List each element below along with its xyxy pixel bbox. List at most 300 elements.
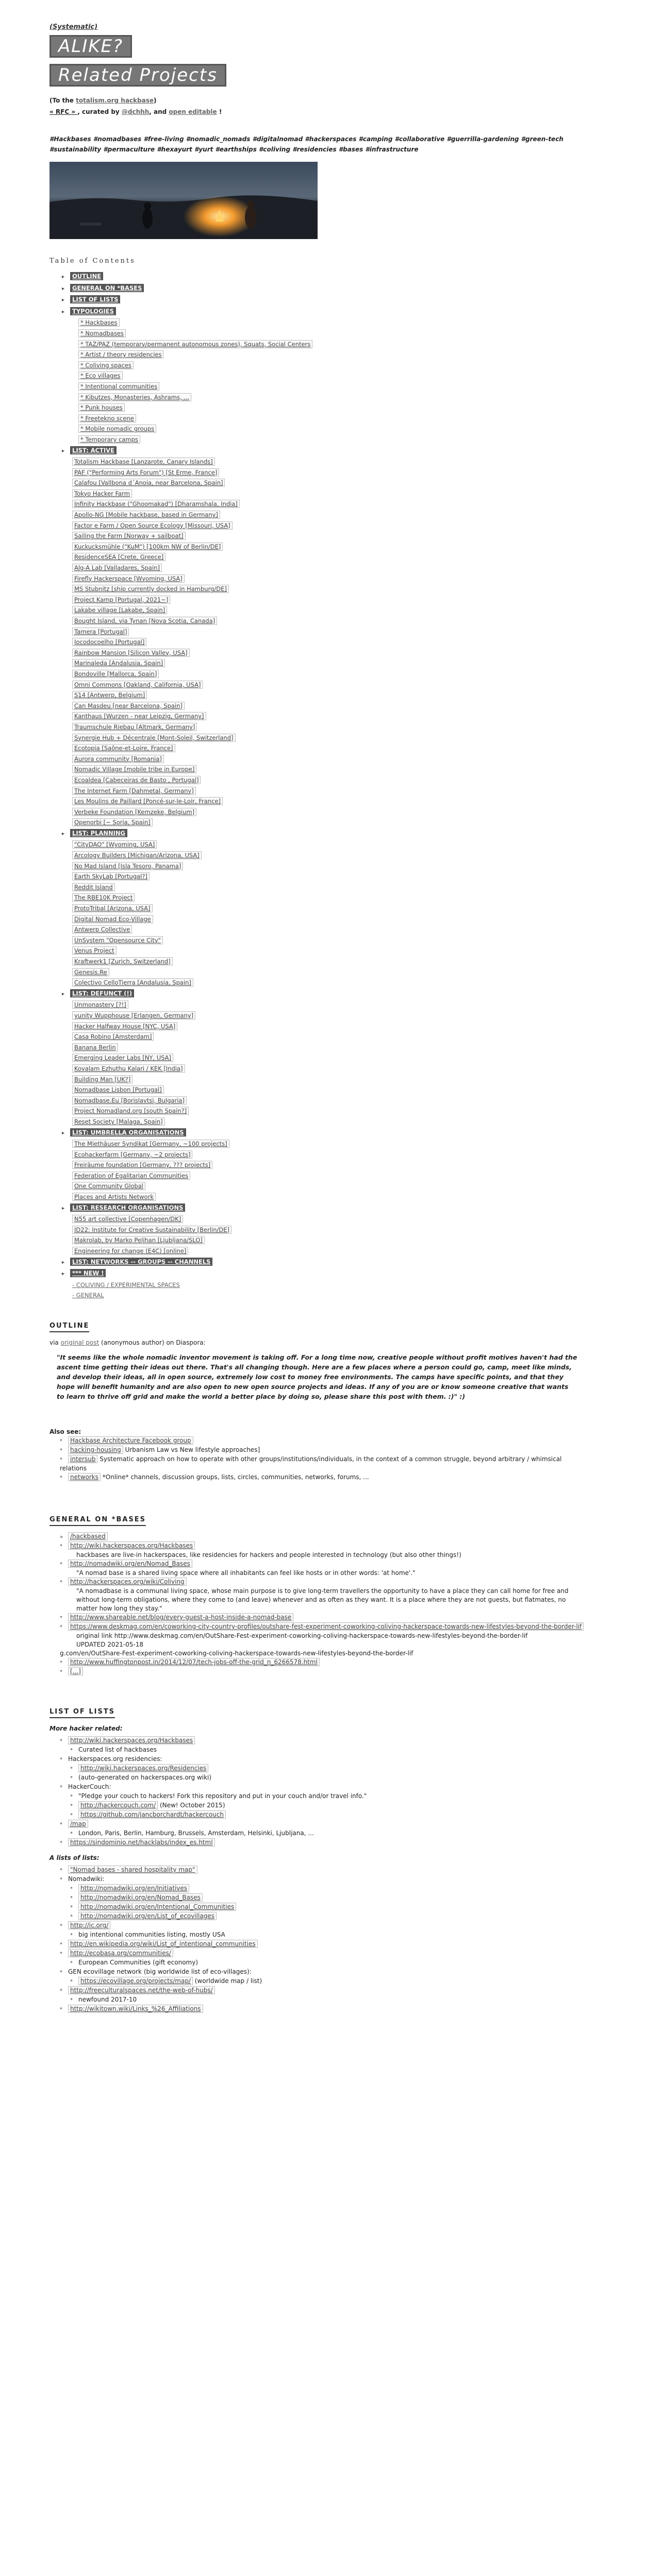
list-link[interactable]: /map (68, 1820, 88, 1828)
bullet: * (70, 1748, 73, 1753)
bullet: * (60, 1785, 62, 1790)
list-link[interactable]: http://wikitown.wiki/Links_%26_Affiliations (68, 2005, 203, 2013)
toc-link[interactable]: The Internet Farm [Dahmetal, Germany] (72, 787, 196, 795)
toc-link[interactable]: Banana Berlin (72, 1043, 118, 1052)
list-text: London, Paris, Berlin, Hamburg, Brussels, Amsterdam, Helsinki, Ljubljana, ... (78, 1829, 314, 1837)
toc-link[interactable]: Traumschule Riebau [Altmark, Germany] (72, 723, 197, 731)
bullet: * (70, 1933, 73, 1938)
list-link[interactable]: "Nomad bases - shared hospitality map" (68, 1866, 197, 1874)
toc-link[interactable]: Openorbi [~ Soria, Spain] (72, 818, 153, 826)
toc-row (49, 1171, 586, 1181)
toc-link[interactable]: Project Kamp [Portugal, 2021~] (72, 596, 170, 604)
toc-row (49, 669, 586, 680)
toc-link[interactable]: Casa Robino [Amsterdam] (72, 1032, 154, 1041)
toc-row (49, 595, 586, 605)
bullet: * (70, 1794, 73, 1800)
list-item (49, 1921, 586, 1930)
toc-link[interactable]: Kanthaus [Wurzen - near Leipzig, Germany] (72, 712, 206, 720)
toc-link[interactable]: Kuckucksmühle ("KuM") [100km NW of Berlin/DE] (72, 543, 223, 551)
toc-link[interactable]: PAF ("Performing Arts Forum") [St Erme, France] (72, 468, 219, 477)
toc-link[interactable]: Can Masdeu [near Barcelona, Spain] (72, 702, 185, 710)
also-link[interactable]: Hackbase Architecture Facebook group (68, 1436, 193, 1445)
toc-row (49, 573, 586, 584)
toc-row (49, 988, 586, 1000)
toc-link[interactable]: Reset Society [Malaga, Spain] (72, 1117, 165, 1126)
list-item (49, 1658, 586, 1667)
toc-link[interactable]: Bought Island, via Tynan [Nova Scotia, Canada] (72, 617, 217, 625)
toc-link[interactable]: Totalism Hackbase [Lanzarote, Canary Islands] (72, 457, 215, 466)
open-editable-link[interactable]: open editable (169, 108, 217, 115)
toc-row (49, 541, 586, 552)
toc-row (49, 892, 586, 903)
toc-link[interactable]: OUTLINE (70, 272, 103, 280)
toc-link[interactable]: * Hackbases (78, 318, 120, 327)
list-item (49, 1764, 586, 1773)
bullet: * (60, 1475, 62, 1481)
toc-link[interactable]: Unmonastery [?!] (72, 1001, 128, 1009)
toc-bullet: ▸ (62, 1259, 65, 1265)
meta-suffix: ) (153, 97, 157, 104)
toc-row (49, 584, 586, 595)
list-item (49, 1632, 586, 1640)
toc-row (49, 1116, 586, 1127)
toc-link[interactable]: Apollo-NG [Mobile hackbase, based in Germany] (72, 511, 220, 519)
toc-row (49, 1106, 586, 1116)
toc-link[interactable]: Federation of Egalitarian Communities (72, 1172, 190, 1180)
toc-row (49, 711, 586, 722)
toc-link[interactable]: Venus Project (72, 946, 117, 955)
list-text: "Pledge your couch to hackers! Fork this repository and put in your couch and/or travel info." (78, 1792, 367, 1800)
list-text: big intentional communities listing, mostly USA (78, 1931, 225, 1938)
list-text: European Communities (gift economy) (78, 1959, 198, 1966)
toc-link[interactable]: * Eco villages (78, 371, 123, 380)
toc-link[interactable]: UnSystem "Opensource City" (72, 936, 163, 944)
list-of-lists-title: A lists of lists: (49, 1854, 100, 1861)
toc-link[interactable]: Building Man [UK?] (72, 1075, 133, 1083)
hackbased-link[interactable]: /hackbased (68, 1532, 108, 1540)
toc-link[interactable]: * Temporary camps (78, 435, 140, 444)
list-item (49, 1783, 586, 1792)
list-item (49, 1875, 586, 1884)
toc-link[interactable]: * Intentional communities (78, 382, 159, 391)
hacker-lists (49, 1736, 586, 1848)
outline-via (49, 1338, 586, 1347)
bullet: * (60, 1738, 62, 1744)
list-item (49, 1801, 586, 1810)
list-text: "A nomad base is a shared living space where all inhabitants can feel like hosts or in other words: 'at home'." (76, 1569, 416, 1577)
bullet: * (60, 1822, 62, 1827)
bullet: * (60, 1580, 62, 1585)
general-subpage: » /hackbased (49, 1532, 586, 1541)
title-1-wrapper (49, 35, 586, 64)
also-item (49, 1446, 586, 1455)
toc-link[interactable]: Synergie Hub + Décentrale [Mont-Soleil, Switzerland] (72, 734, 236, 742)
list-item (49, 1622, 586, 1632)
list-item (49, 2005, 586, 2014)
toc-bullet: ▸ (62, 274, 65, 280)
list-item (49, 1792, 586, 1801)
bullet: * (60, 1457, 62, 1463)
list-item (49, 1995, 586, 2005)
list-link[interactable]: http://www.huffingtonpost.in/2014/12/07/tech-jobs-off-the-grid_n_6266578.html (68, 1658, 320, 1666)
toc-row (49, 381, 586, 392)
list-link[interactable]: http://nomadwiki.org/en/Nomad_Bases (78, 1893, 203, 1902)
list-text: GEN ecovillage network (big worldwide list of eco-villages): (68, 1968, 252, 1975)
list-item (49, 1884, 586, 1893)
toc-row (49, 945, 586, 956)
toc-link[interactable]: * Mobile nomadic groups (78, 425, 156, 433)
list-text: hackbases are live-in hackerspaces, like residencies for hackers and people interested in technology (but also other things!) (76, 1551, 461, 1558)
toc-link[interactable]: Rainbow Mansion [Silicon Valley, USA] (72, 649, 190, 657)
list-text: (New! October 2015) (158, 1802, 225, 1809)
toc-link[interactable]: Colectivo CelloTierra [Andalusia, Spain] (72, 978, 193, 987)
bullet: * (60, 1988, 62, 1994)
bullet: * (70, 1803, 73, 1809)
toc-row (49, 1235, 586, 1246)
toc-link[interactable]: Marinaleda [Andalusia, Spain] (72, 659, 165, 667)
also-desc: *Online* channels, discussion groups, lists, circles, communities, networks, forums, ... (100, 1473, 369, 1481)
toc-link[interactable]: Verbeke Foundation [Kemzeke, Belgium] (72, 808, 196, 816)
toc-link[interactable]: * Artist / theory residencies (78, 350, 163, 359)
toc-link[interactable]: Sailing the Farm [Norway + sailboat] (72, 532, 186, 540)
toc-link[interactable]: Firefly Hackerspace [Wyoming, USA] (72, 574, 185, 583)
bullet: * (60, 1615, 62, 1621)
toc-row (49, 317, 586, 328)
toc-row (49, 306, 586, 318)
list-link[interactable]: http://nomadwiki.org/en/List_of_ecovillages (78, 1912, 217, 1920)
list-text: Hackerspaces.org residencies: (68, 1755, 162, 1762)
toc-link[interactable]: N55 art collective [Copenhagen/DK] (72, 1215, 183, 1223)
toc-link[interactable]: Lakabe village [Lakabe, Spain] (72, 606, 167, 614)
list-item (49, 1541, 586, 1551)
list-link[interactable]: http://www.shareable.net/blog/every-guest-a-host-inside-a-nomad-base (68, 1613, 293, 1621)
bullet: * (60, 1438, 62, 1444)
toc-row (49, 1246, 586, 1257)
list-item (49, 1755, 586, 1764)
toc-row (49, 1074, 586, 1085)
list-link[interactable]: http://ic.org/ (68, 1921, 110, 1929)
meta-line-1 (49, 96, 586, 105)
more-hacker-title: More hacker related: (49, 1725, 123, 1732)
toc-link[interactable]: Nomadbase.Eu [Borislavtsi, Bulgaria] (72, 1096, 187, 1105)
bullet: * (60, 1868, 62, 1873)
list-link[interactable]: http://wiki.hackerspaces.org/Residencies (78, 1764, 208, 1772)
meta-prefix: (To the (49, 97, 76, 104)
hackbase-link[interactable]: totalism.org hackbase (76, 97, 154, 104)
toc-link[interactable]: *** NEW ! (70, 1269, 106, 1277)
toc-link[interactable]: LIST: NETWORKS -- GROUPS -- CHANNELS (70, 1258, 212, 1266)
toc-row (49, 935, 586, 946)
toc-row (49, 999, 586, 1010)
outline-quote: "It seems like the whole nomadic inventor movement is taking off. For a long time now, creative people without profit motives haven't had the ascent time getting their ideas out there. That's all changing though. Here are a few places where a person could go, camp, meet like minds, and develop their ideas, all in open source, extremely low cost to money free environments. The camps have specific points, and that they hope will benefit humanity and are also open to new open source projects and ideas. If any of you are or know someone creative that wants to learn to thrive off grid and make the world a better place by doing so, please share this post with them. :)" :) (57, 1353, 577, 1400)
toc-link[interactable]: Engineering for change (E4C) [online] (72, 1247, 188, 1255)
list-item (49, 1640, 586, 1649)
toc-row (49, 977, 586, 988)
toc-row (49, 871, 586, 882)
toc-row (49, 796, 586, 807)
toc-row (49, 648, 586, 658)
toc-link: - GENERAL (72, 1292, 104, 1299)
bullet: * (60, 2007, 62, 2012)
toc-link[interactable]: * Kibutzes, Monasteries, Ashrams, ... (78, 393, 191, 401)
list-item (49, 1773, 586, 1783)
list-item (49, 1893, 586, 1903)
list-link[interactable]: http://wiki.hackerspaces.org/Hackbases (68, 1736, 195, 1744)
toc-row (49, 294, 586, 306)
bullet: * (60, 1942, 62, 1947)
toc-link[interactable]: Nomadic Village [mobile tribe in Europe] (72, 765, 196, 773)
toc-link[interactable]: Alg-A Lab [Valladares, Spain] (72, 564, 162, 572)
list-link[interactable]: http://freeculturalspaces.net/the-web-of-hubs/ (68, 1986, 215, 1994)
outline-heading: OUTLINE (49, 1321, 89, 1332)
toc-link[interactable]: Makrolab, by Marko Peljhan [Ljubljana/SLO] (72, 1236, 205, 1244)
toc-row (49, 1010, 586, 1021)
toc-link[interactable]: Freiräume foundation [Germany, ??? projects] (72, 1161, 212, 1169)
toc-row (49, 488, 586, 499)
toc-row (49, 1095, 586, 1106)
list-link[interactable]: https://www.deskmag.com/en/coworking-city-country-profiles/outshare-fest-experiment-coworking-coliving-hackerspace-towards-new-lifestyles-beyond-the-border-lif (68, 1622, 584, 1631)
bullet: * (70, 1886, 73, 1892)
toc-link[interactable]: Places and Artists Network (72, 1193, 156, 1201)
via-suffix: (anonymous author) on Diaspora: (99, 1339, 206, 1346)
toc-row (49, 967, 586, 978)
list-item (49, 1569, 586, 1578)
toc-link[interactable]: ProtoTribal [Arizona, USA] (72, 904, 153, 912)
list-item (49, 1578, 586, 1587)
toc-row (49, 956, 586, 967)
toc-link[interactable]: Nomadbase Lisbon [Portugal] (72, 1086, 164, 1094)
page-subtitle: Related Projects (49, 64, 226, 87)
toc-link[interactable]: Genesis.Re (72, 968, 109, 976)
curated-by-text: , curated by (77, 108, 122, 115)
list-text: "A nomadbase is a communal living space, whose main purpose is to give long-term travellers the opportunity to have a place they can call home for free and without long-term obligations, where they come to (and leave) whenever and as often as they want. It is a place where they are not guests, but flatmates, no matter how long they stay." (76, 1587, 569, 1612)
toc-link[interactable]: Tokyo Hacker Farm (72, 489, 132, 498)
list-item (49, 1977, 586, 1986)
toc-row (49, 1192, 586, 1202)
toc-link[interactable]: MS Stubnitz [ship currently docked in Hamburg/DE] (72, 585, 229, 593)
toc-link[interactable]: LIST: ACTIVE (70, 446, 117, 454)
list-link[interactable]: http://ecobasa.org/communities/ (68, 1949, 173, 1957)
bullet: * (60, 1923, 62, 1929)
bullet: * (70, 1979, 73, 1985)
bullet: * (70, 1960, 73, 1966)
toc-row (49, 807, 586, 818)
list-text: (worldwide map / list) (192, 1977, 262, 1985)
toc-link[interactable]: Reddit Island (72, 883, 115, 891)
list-link[interactable]: http://wiki.hackerspaces.org/Hackbases (68, 1541, 195, 1550)
toc-row (49, 499, 586, 510)
toc-row (49, 271, 586, 283)
toc-link[interactable]: * Nomadbases (78, 329, 126, 337)
toc-link[interactable]: LIST: RESEARCH ORGANISATIONS (70, 1204, 185, 1212)
toc-row (49, 733, 586, 743)
toc-link[interactable]: ResidenceSEA [Crete, Greece] (72, 553, 166, 561)
toc-link[interactable]: LIST: PLANNING (70, 829, 127, 837)
toc-link[interactable]: LIST: UMBRELLA ORGANISATIONS (70, 1128, 186, 1137)
toc-row (49, 1021, 586, 1032)
rfc-link[interactable]: « RFC » (49, 108, 78, 115)
also-link[interactable]: intersub (68, 1455, 97, 1463)
toc-link[interactable]: Bondoville [Mallorca, Spain] (72, 670, 159, 678)
list-text: g.com/en/OutShare-Fest-experiment-coworking-coliving-hackerspace-towards-new-lifestyles-beyond-the-border-lif (60, 1650, 413, 1657)
list-item (49, 1667, 586, 1676)
toc-link[interactable]: * Coliving spaces (78, 361, 134, 369)
toc-row (49, 456, 586, 467)
toc-link[interactable]: Ecohackerfarm [Germany, ~2 projects] (72, 1150, 192, 1159)
toc-bullet: ▸ (62, 1130, 65, 1136)
hero-image (49, 162, 318, 239)
bullet: * (60, 1951, 62, 1957)
list-item (49, 1903, 586, 1912)
toc-row (49, 434, 586, 445)
toc-link[interactable]: Hacker Halfway House [NYC, USA] (72, 1022, 177, 1030)
list-item (49, 1838, 586, 1848)
meta-line-2 (49, 107, 586, 116)
toc-link[interactable]: TYPOLOGIES (70, 307, 116, 315)
list-link[interactable]: http://nomadwiki.org/en/Initiatives (78, 1884, 189, 1892)
curator-link[interactable]: @dchhh (121, 108, 150, 115)
list-link[interactable]: http://hackercouch.com/ (78, 1801, 158, 1809)
bullet: * (70, 1812, 73, 1818)
toc-link[interactable]: Kovalam Ezhuthu Kalari / KEK [India] (72, 1064, 185, 1073)
toc-link[interactable]: No Mad Island [Isla Tesoro, Panama] (72, 862, 183, 870)
list-link[interactable]: http://hackerspaces.org/wiki/Coliving (68, 1578, 187, 1586)
toc-link[interactable]: Aurora community [Romania] (72, 755, 164, 763)
list-item (49, 1587, 586, 1613)
toc-link[interactable]: LIST: DEFUNCT (!) (70, 989, 134, 997)
list-text: Nomadwiki: (68, 1875, 105, 1883)
list-link[interactable]: http://nomadwiki.org/en/Nomad_Bases (68, 1560, 192, 1568)
list-item (49, 1968, 586, 1977)
list-item (49, 1745, 586, 1755)
hashtags: #Hackbases #nomadbases #free-living #nomadic_nomads #digitalnomad #hackerspaces #camping #collaborative #guerrilla-gardening #green-tech #sustainability #permaculture #hexayurt #yurt #earthships #coliving #residencies #bases #infrastructure (49, 135, 564, 153)
toc-row (49, 1290, 586, 1301)
toc-link[interactable]: Earth SkyLab [Portugal?] (72, 872, 150, 880)
toc-link[interactable]: Arcology Builders [Michigan/Arizona, USA] (72, 851, 202, 859)
toc-link[interactable]: Project Nomadland.org [south Spain?] (72, 1107, 189, 1115)
toc-row (49, 924, 586, 935)
toc-link[interactable]: Infinity Hackbase ("Ghoomakad") [Dharamshala, India] (72, 500, 240, 508)
toc-row (49, 1181, 586, 1192)
toc-link[interactable]: * Freeteknо scene (78, 414, 136, 422)
list-item (49, 1866, 586, 1875)
also-link[interactable]: hacking-housing (68, 1446, 123, 1454)
toc-bullet: ▸ (62, 831, 65, 837)
also-desc: Urbanism Law vs New lifestyle approaches] (123, 1446, 260, 1453)
toc-row (49, 1225, 586, 1235)
toc-link[interactable]: Iocodocoelho [Portugal] (72, 638, 146, 646)
toc-link[interactable]: The RBE10K Project (72, 893, 135, 902)
list-of-lists (49, 1866, 586, 2014)
list-link[interactable]: [...] (68, 1667, 83, 1675)
toc-row (49, 478, 586, 488)
toc-link[interactable]: yunity Wupphouse [Erlangen, Germany] (72, 1011, 195, 1020)
list-link[interactable]: http://nomadwiki.org/en/Intentional_Communities (78, 1903, 236, 1911)
toc-link[interactable]: Digital Nomad Eco-Village (72, 915, 153, 923)
list-link[interactable]: http://en.wikipedia.org/wiki/List_of_intentional_communities (68, 1940, 258, 1948)
toc-row (49, 1139, 586, 1149)
list-item (49, 1736, 586, 1745)
toc-row (49, 1280, 586, 1291)
toc-link[interactable]: Les Moulins de Paillard [Poncé-sur-le-Loir, France] (72, 797, 223, 805)
toc-row (49, 413, 586, 424)
outline-section (49, 1321, 586, 1401)
toc-link[interactable]: Omni Commons [Oakland, California, USA] (72, 681, 203, 689)
toc-row (49, 861, 586, 872)
toc-row (49, 1031, 586, 1042)
also-link[interactable]: networks (68, 1473, 101, 1481)
bullet: * (60, 1562, 62, 1567)
also-see-list (49, 1436, 586, 1482)
toc-link[interactable]: GENERAL ON *BASES (70, 284, 144, 292)
toc-link[interactable]: One Community Global (72, 1182, 145, 1190)
toc-link[interactable]: Factor e Farm / Open Source Ecology [Missouri, USA] (72, 521, 233, 530)
list-item (49, 1940, 586, 1949)
bullet: * (70, 1775, 73, 1781)
toc-bullet: ▸ (62, 1205, 65, 1211)
toc-link[interactable]: * Punk houses (78, 403, 125, 412)
toc-row (49, 392, 586, 403)
toc-bullet: ▸ (62, 991, 65, 997)
toc-link[interactable]: Ecoaldea [Cabeceiras de Basto , Portugal] (72, 776, 201, 784)
toc-link[interactable]: Kraftwerk1 [Zurich, Switzerland] (72, 957, 173, 965)
list-text: HackerCouch: (68, 1783, 111, 1790)
toc-link[interactable]: Tamera [Portugal] (72, 628, 129, 636)
list-item (49, 1551, 586, 1560)
toc-row (49, 531, 586, 541)
toc-link[interactable]: Ecotopia [Saône-et-Loire, France] (72, 744, 175, 752)
list-link[interactable]: https://github.com/jancborchardt/hackercouch (78, 1810, 226, 1819)
list-text: (auto-generated on hackerspaces.org wiki) (78, 1774, 212, 1781)
content (49, 23, 586, 2014)
toc-link[interactable]: ID22: Institute for Creative Sustainability [Berlin/DE] (72, 1226, 231, 1234)
via-prefix: via (49, 1339, 61, 1346)
toc-row (49, 370, 586, 381)
list-item (49, 1613, 586, 1622)
toc-title: Table of Contents (49, 257, 136, 265)
also-see-title: Also see: (49, 1428, 81, 1435)
also-item (49, 1436, 586, 1446)
original-post-link[interactable]: original post (60, 1339, 100, 1346)
toc-row (49, 467, 586, 478)
toc-link[interactable]: The Miethäuser Syndikat [Germany, ~100 projects] (72, 1140, 229, 1148)
list-link[interactable]: https://ecovillage.org/projects/map/ (78, 1977, 193, 1985)
toc-row (49, 402, 586, 413)
list-link[interactable]: https://sindominio.net/hacklabs/index_es.html (68, 1838, 215, 1846)
list-item (49, 1810, 586, 1820)
toc-row (49, 914, 586, 925)
toc-link[interactable]: Emerging Leader Labs [NY, USA] (72, 1054, 173, 1062)
toc-row (49, 1149, 586, 1160)
bullet: * (60, 1660, 62, 1666)
list-item (49, 1958, 586, 1968)
toc-link[interactable]: Calafou [Vallbona d´Anoia, near Barcelona, Spain] (72, 479, 225, 487)
toc-link[interactable]: Antwerp Collective (72, 925, 132, 934)
toc-link[interactable]: * TAZ/PAZ (temporary/permanent autonomous zones), Squats, Social Centers (78, 340, 312, 348)
toc-bullet: ▸ (62, 285, 65, 292)
list-item (49, 1560, 586, 1569)
toc-link[interactable]: LIST OF LISTS (70, 295, 120, 303)
title-2-wrapper (49, 64, 586, 93)
bullet: * (70, 1895, 73, 1901)
toc-row (49, 510, 586, 520)
toc-row (49, 423, 586, 434)
toc-row (49, 328, 586, 339)
bullet: * (60, 1624, 62, 1630)
toc-link[interactable]: S14 [Antwerp, Belgium] (72, 691, 147, 699)
toc-link[interactable]: "CityDAO" [Wyoming, USA] (72, 840, 157, 849)
toc-row (49, 882, 586, 893)
